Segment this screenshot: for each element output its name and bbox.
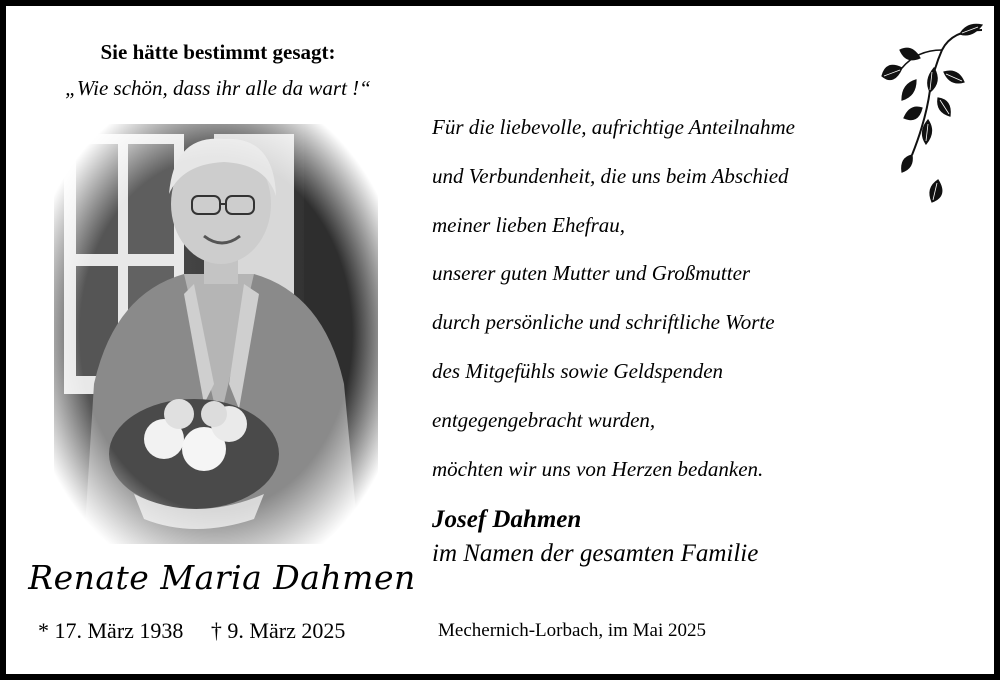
quote-text: „Wie schön, dass ihr alle da wart !“ — [65, 76, 371, 100]
thanks-line: entgegengebracht wurden, — [432, 407, 656, 432]
thanks-line: meiner lieben Ehefrau, — [432, 212, 626, 237]
obituary-card — [6, 6, 994, 674]
quote-title: Sie hätte bestimmt gesagt: — [100, 40, 336, 64]
thanks-line: durch persönliche und schriftliche Worte — [432, 310, 775, 335]
signer-family-line: im Namen der gesamten Familie — [432, 540, 759, 567]
thanks-line: des Mitgefühls sowie Geldspenden — [432, 358, 724, 383]
thanks-line: unserer guten Mutter und Großmutter — [432, 261, 751, 286]
portrait-photo — [54, 124, 378, 544]
thanks-line: möchten wir uns von Herzen bedanken. — [432, 456, 764, 481]
deceased-name: Renate Maria Dahmen — [28, 558, 416, 597]
thanks-text — [432, 103, 902, 493]
thanks-line: Für die liebevolle, aufrichtige Anteilnahme — [432, 115, 795, 139]
death-date: † 9. März 2025 — [210, 618, 346, 643]
life-dates — [38, 618, 367, 644]
thanks-line: und Verbundenheit, die uns beim Abschied — [432, 163, 789, 188]
signer-name: Josef Dahmen — [432, 506, 582, 533]
place-date: Mechernich-Lorbach, im Mai 2025 — [438, 620, 707, 641]
birth-date: * 17. März 1938 — [38, 618, 184, 643]
leaf-branch-icon — [872, 20, 988, 220]
